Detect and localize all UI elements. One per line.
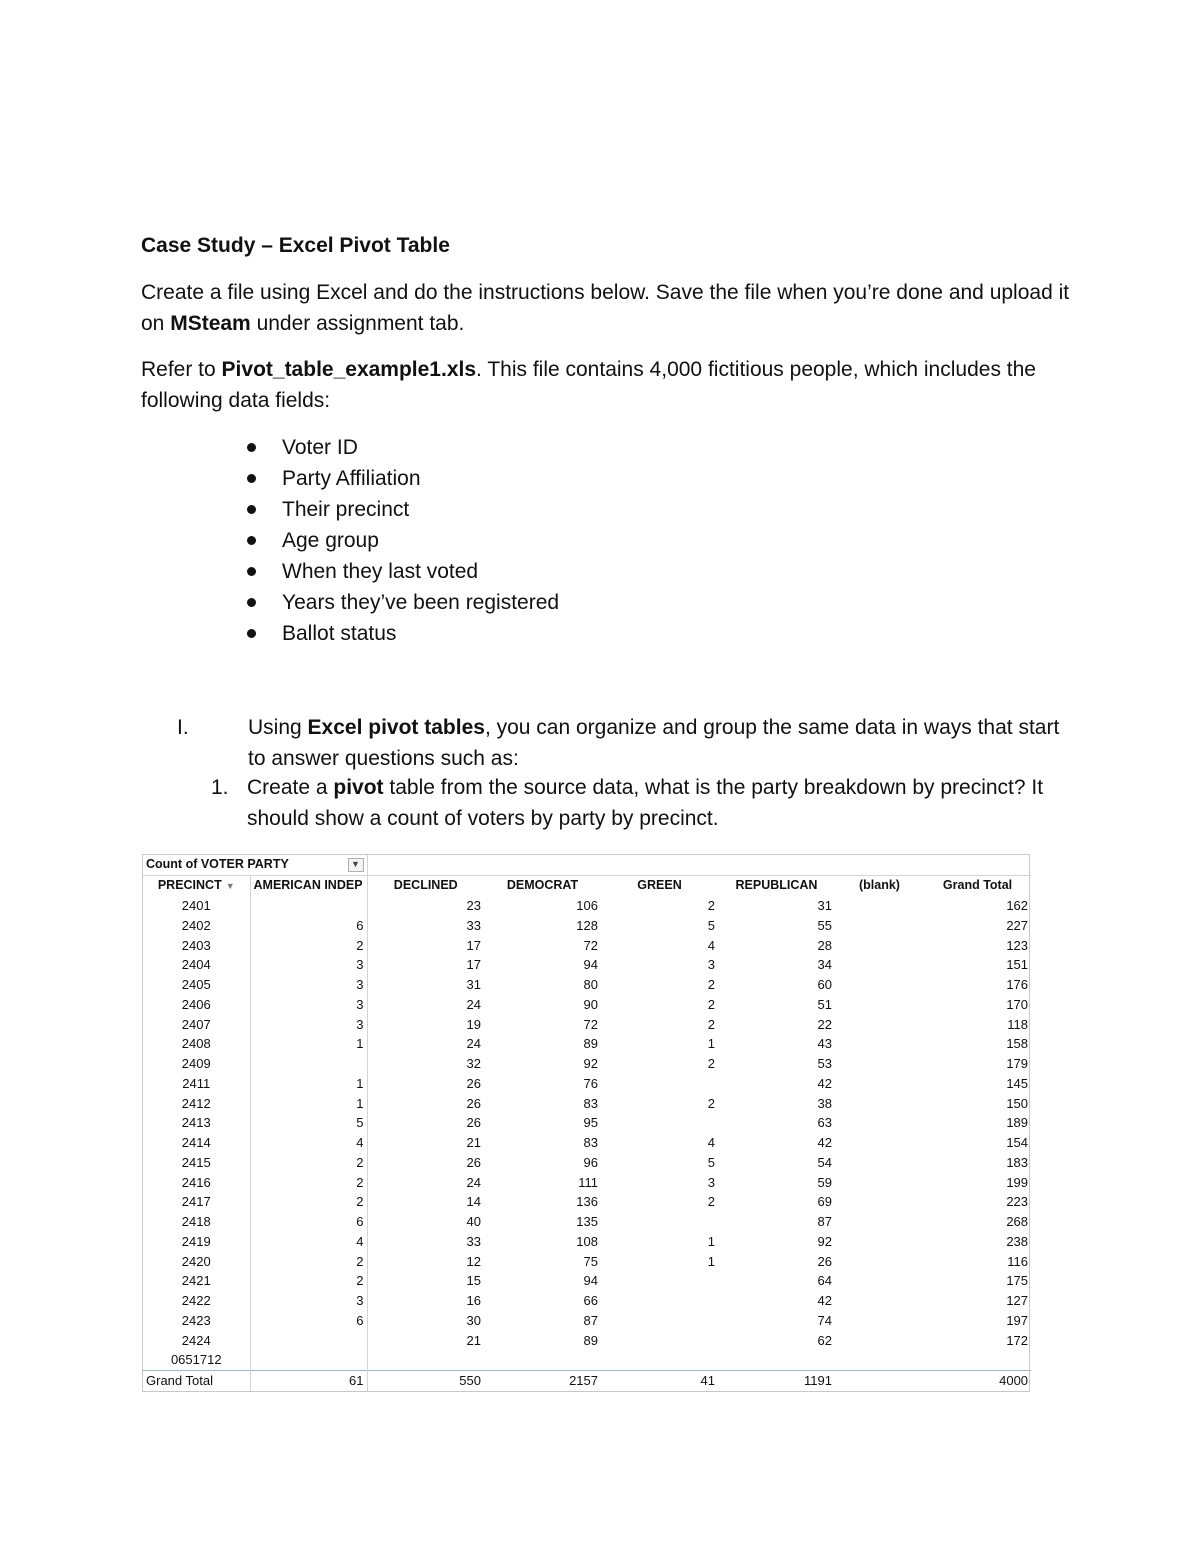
list-item-label: Age group: [282, 529, 379, 552]
section-text-bold: Excel pivot tables: [307, 716, 485, 739]
question-text-b: table from the source data, what is the party breakdown by precinct? It should show a count of voters by party by precinct.: [247, 776, 1044, 830]
count-cell: 15: [466, 1273, 481, 1289]
column-header[interactable]: [143, 875, 250, 896]
count-cell: 90: [583, 996, 598, 1012]
count-cell: 19: [466, 1016, 481, 1032]
table-row: [143, 935, 1031, 955]
count-cell: 123: [1006, 937, 1029, 953]
bullet-icon: [247, 443, 256, 452]
grand-total-cell: [835, 1370, 924, 1390]
count-cell: [835, 1350, 924, 1370]
count-cell: [250, 896, 367, 916]
count-cell: 2: [707, 996, 715, 1012]
doc-title: Case Study – Excel Pivot Table: [141, 234, 450, 257]
precinct-cell: 2402: [143, 916, 250, 936]
count-cell: [835, 1113, 924, 1133]
intro-text-a: Create a file using Excel and do the instructions below. Save the file when you’re done and upload it on: [141, 281, 1070, 335]
count-cell: 31: [817, 898, 832, 914]
question-text: [247, 772, 1077, 834]
count-cell: 34: [817, 957, 832, 973]
count-cell: 2: [250, 935, 367, 955]
count-cell: 83: [583, 1135, 598, 1151]
grand-total-cell: 2157: [484, 1370, 601, 1390]
count-cell: 3: [250, 1014, 367, 1034]
precinct-cell: 2418: [143, 1212, 250, 1232]
pivot-filter-row: [143, 855, 1031, 875]
count-cell: 176: [1006, 977, 1029, 993]
count-cell: 12: [466, 1253, 481, 1269]
count-cell: [835, 1192, 924, 1212]
count-cell: 5: [707, 1154, 715, 1170]
table-row: [143, 1251, 1031, 1271]
pivot-empty-header: [367, 855, 1031, 875]
count-cell: [835, 1291, 924, 1311]
count-cell: 33: [466, 1233, 481, 1249]
table-row: [143, 916, 1031, 936]
table-row: [143, 1330, 1031, 1350]
count-cell: 128: [576, 917, 598, 933]
count-cell: 14: [466, 1194, 481, 1210]
column-header[interactable]: [250, 875, 367, 896]
count-cell: 76: [583, 1075, 598, 1091]
precinct-cell: 2408: [143, 1034, 250, 1054]
precinct-cell: 2412: [143, 1093, 250, 1113]
column-header-label: REPUBLICAN: [735, 878, 818, 893]
count-cell: 30: [466, 1312, 481, 1328]
count-cell: 150: [1006, 1095, 1029, 1111]
count-cell: 87: [583, 1312, 598, 1328]
list-item-label: Voter ID: [282, 436, 358, 459]
count-cell: [835, 1153, 924, 1173]
section-number: I.: [177, 716, 189, 739]
grand-total-label: Grand Total: [143, 1370, 250, 1390]
count-cell: 28: [817, 937, 832, 953]
count-cell: 26: [466, 1154, 481, 1170]
count-cell: 6: [250, 916, 367, 936]
count-cell: 42: [817, 1075, 832, 1091]
precinct-cell: 2424: [143, 1330, 250, 1350]
list-item: [244, 463, 559, 494]
column-header-label: (blank): [859, 878, 900, 893]
table-row: [143, 995, 1031, 1015]
count-cell: [601, 1113, 718, 1133]
count-cell: 6: [250, 1212, 367, 1232]
count-cell: 32: [466, 1056, 481, 1072]
column-header-label: PRECINCT: [157, 877, 222, 892]
count-cell: 42: [817, 1135, 832, 1151]
precinct-cell: 2403: [143, 935, 250, 955]
count-cell: 5: [250, 1113, 367, 1133]
count-cell: 179: [1006, 1056, 1029, 1072]
count-cell: 51: [817, 996, 832, 1012]
table-row: [143, 1093, 1031, 1113]
count-cell: 17: [466, 937, 481, 953]
count-cell: 75: [583, 1253, 598, 1269]
precinct-cell: 2407: [143, 1014, 250, 1034]
pivot-table-screenshot: [142, 854, 1030, 1392]
column-header[interactable]: [484, 875, 601, 896]
count-cell: [924, 1350, 1031, 1370]
filter-arrow-icon[interactable]: ▼: [225, 880, 235, 891]
count-cell: 223: [1006, 1194, 1029, 1210]
count-cell: 127: [1006, 1293, 1029, 1309]
count-cell: 31: [466, 977, 481, 993]
pivot-column-header-row: [143, 875, 1031, 896]
bullet-icon: [247, 505, 256, 514]
count-cell: 4: [250, 1232, 367, 1252]
count-cell: 23: [466, 898, 481, 914]
list-item-label: When they last voted: [282, 560, 479, 583]
dropdown-icon[interactable]: ▼: [348, 858, 364, 872]
grand-total-row: [143, 1370, 1031, 1390]
precinct-cell: 2406: [143, 995, 250, 1015]
count-cell: 69: [817, 1194, 832, 1210]
column-header[interactable]: [367, 875, 484, 896]
count-cell: 66: [583, 1293, 598, 1309]
list-item-label: Years they’ve been registered: [282, 591, 560, 614]
table-row: [143, 955, 1031, 975]
count-cell: [835, 1311, 924, 1331]
count-cell: 3: [707, 957, 715, 973]
table-row: [143, 1311, 1031, 1331]
count-cell: 158: [1006, 1036, 1029, 1052]
count-cell: [250, 1054, 367, 1074]
count-cell: 94: [583, 957, 598, 973]
column-header[interactable]: [718, 875, 835, 896]
count-cell: [835, 1133, 924, 1153]
count-cell: 72: [583, 1016, 598, 1032]
count-cell: 2: [250, 1251, 367, 1271]
count-cell: [835, 1074, 924, 1094]
bullet-icon: [247, 536, 256, 545]
count-cell: [601, 1330, 718, 1350]
count-cell: [601, 1311, 718, 1331]
table-row: [143, 1212, 1031, 1232]
bullet-icon: [247, 567, 256, 576]
list-item: [244, 432, 559, 463]
precinct-cell: 2405: [143, 975, 250, 995]
table-row: [143, 1192, 1031, 1212]
count-cell: 162: [1006, 898, 1029, 914]
column-header-label: AMERICAN INDEP: [253, 878, 363, 893]
column-header[interactable]: [835, 875, 924, 896]
count-cell: 172: [1006, 1332, 1029, 1348]
bullet-icon: [247, 598, 256, 607]
intro-paragraph: [141, 277, 1071, 339]
count-cell: [835, 1054, 924, 1074]
pivot-value-field: [143, 855, 367, 875]
count-cell: 26: [466, 1115, 481, 1131]
table-row: [143, 1014, 1031, 1034]
count-cell: 21: [466, 1135, 481, 1151]
pivot-table: [143, 855, 1031, 1391]
count-cell: 3: [250, 1291, 367, 1311]
table-row: [143, 1153, 1031, 1173]
grand-total-cell: 41: [601, 1370, 718, 1390]
precinct-cell: 2423: [143, 1311, 250, 1331]
count-cell: [835, 1271, 924, 1291]
count-cell: 42: [817, 1293, 832, 1309]
count-cell: 3: [250, 995, 367, 1015]
table-row: [143, 975, 1031, 995]
question-text-bold: pivot: [333, 776, 384, 799]
count-cell: [835, 1093, 924, 1113]
precinct-cell: 2411: [143, 1074, 250, 1094]
question-text-a: Create a: [247, 776, 334, 799]
count-cell: 53: [817, 1056, 832, 1072]
count-cell: 108: [576, 1233, 598, 1249]
count-cell: [835, 1034, 924, 1054]
grand-total-cell: 550: [367, 1370, 484, 1390]
precinct-cell: 2417: [143, 1192, 250, 1212]
count-cell: 80: [583, 977, 598, 993]
intro-text-bold: MSteam: [170, 312, 251, 335]
count-cell: 136: [576, 1194, 598, 1210]
question-number: 1.: [211, 776, 229, 799]
count-cell: 2: [250, 1271, 367, 1291]
reference-text-b: . This file contains 4,000 fictitious people, which includes the following data fields:: [141, 358, 1036, 412]
count-cell: 4: [707, 937, 715, 953]
list-item: [244, 618, 559, 649]
column-header-label: GREEN: [637, 878, 682, 893]
count-cell: 118: [1007, 1016, 1029, 1032]
precinct-cell: 2409: [143, 1054, 250, 1074]
count-cell: [484, 1350, 601, 1370]
count-cell: 16: [466, 1293, 481, 1309]
count-cell: 26: [466, 1095, 481, 1111]
count-cell: 106: [576, 898, 598, 914]
count-cell: [601, 1291, 718, 1311]
count-cell: 72: [583, 937, 598, 953]
table-row: [143, 1232, 1031, 1252]
count-cell: 6: [250, 1311, 367, 1331]
count-cell: 1: [250, 1093, 367, 1113]
count-cell: 4: [707, 1135, 715, 1151]
data-field-list: [244, 432, 559, 649]
count-cell: 227: [1006, 917, 1029, 933]
list-item: [244, 556, 559, 587]
count-cell: 43: [817, 1036, 832, 1052]
precinct-cell: 2420: [143, 1251, 250, 1271]
count-cell: 17: [466, 957, 481, 973]
count-cell: 62: [817, 1332, 832, 1348]
count-cell: 87: [817, 1214, 832, 1230]
reference-text-a: Refer to: [141, 358, 222, 381]
precinct-cell: 2415: [143, 1153, 250, 1173]
count-cell: [250, 1330, 367, 1350]
count-cell: 1: [707, 1233, 715, 1249]
count-cell: [835, 1232, 924, 1252]
count-cell: 2: [707, 977, 715, 993]
reference-paragraph: [141, 354, 1071, 416]
count-cell: 2: [707, 898, 715, 914]
count-cell: [601, 1271, 718, 1291]
table-row: [143, 1074, 1031, 1094]
count-cell: 199: [1006, 1174, 1029, 1190]
count-cell: 89: [583, 1036, 598, 1052]
count-cell: 2: [707, 1016, 715, 1032]
count-cell: [718, 1350, 835, 1370]
count-cell: [835, 995, 924, 1015]
count-cell: [835, 975, 924, 995]
count-cell: 94: [583, 1273, 598, 1289]
count-cell: 24: [466, 1036, 481, 1052]
count-cell: 92: [817, 1233, 832, 1249]
count-cell: [601, 1350, 718, 1370]
table-row: [143, 1133, 1031, 1153]
count-cell: 2: [250, 1172, 367, 1192]
column-header-label: DEMOCRAT: [506, 878, 579, 893]
column-header-label: Grand Total: [942, 878, 1013, 893]
count-cell: [835, 935, 924, 955]
count-cell: [835, 1014, 924, 1034]
precinct-cell: 2413: [143, 1113, 250, 1133]
table-row: [143, 1113, 1031, 1133]
count-cell: 183: [1006, 1154, 1029, 1170]
count-cell: 60: [817, 977, 832, 993]
count-cell: 3: [250, 975, 367, 995]
list-item: [244, 494, 559, 525]
count-cell: 64: [817, 1273, 832, 1289]
section-text: [248, 712, 1068, 774]
count-cell: 111: [578, 1174, 598, 1190]
list-item-label: Party Affiliation: [282, 467, 421, 490]
grand-total-cell: 1191: [718, 1370, 835, 1390]
count-cell: 1: [250, 1034, 367, 1054]
count-cell: 135: [576, 1214, 598, 1230]
count-cell: 24: [466, 1174, 481, 1190]
count-cell: 59: [817, 1174, 832, 1190]
count-cell: [835, 896, 924, 916]
count-cell: 63: [817, 1115, 832, 1131]
count-cell: 189: [1006, 1115, 1029, 1131]
column-header[interactable]: [924, 875, 1031, 896]
table-row: [143, 1350, 1031, 1370]
count-cell: 5: [707, 917, 715, 933]
count-cell: [835, 955, 924, 975]
table-row: [143, 896, 1031, 916]
count-cell: [250, 1350, 367, 1370]
table-row: [143, 1172, 1031, 1192]
count-cell: 96: [583, 1154, 598, 1170]
precinct-cell: 2414: [143, 1133, 250, 1153]
count-cell: 40: [466, 1214, 481, 1230]
count-cell: 151: [1006, 957, 1029, 973]
list-item-label: Ballot status: [282, 622, 397, 645]
count-cell: 22: [817, 1016, 832, 1032]
grand-total-cell: 61: [250, 1370, 367, 1390]
count-cell: 268: [1006, 1214, 1029, 1230]
bullet-icon: [247, 629, 256, 638]
count-cell: 1: [707, 1036, 715, 1052]
count-cell: 24: [466, 996, 481, 1012]
count-cell: [367, 1350, 484, 1370]
precinct-cell: 2422: [143, 1291, 250, 1311]
count-cell: 33: [466, 917, 481, 933]
count-cell: 1: [250, 1074, 367, 1094]
count-cell: 2: [707, 1194, 715, 1210]
precinct-cell: 2416: [143, 1172, 250, 1192]
table-row: [143, 1054, 1031, 1074]
table-row: [143, 1291, 1031, 1311]
precinct-cell: 2401: [143, 896, 250, 916]
list-item: [244, 525, 559, 556]
count-cell: 83: [583, 1095, 598, 1111]
count-cell: [835, 1212, 924, 1232]
count-cell: [601, 1074, 718, 1094]
count-cell: 116: [1007, 1253, 1029, 1269]
count-cell: 2: [250, 1153, 367, 1173]
count-cell: 89: [583, 1332, 598, 1348]
count-cell: 197: [1006, 1312, 1029, 1328]
count-cell: 2: [707, 1056, 715, 1072]
column-header-label: DECLINED: [393, 878, 458, 893]
grand-total-cell: 4000: [924, 1370, 1031, 1390]
count-cell: 26: [466, 1075, 481, 1091]
count-cell: 4: [250, 1133, 367, 1153]
count-cell: 92: [583, 1056, 598, 1072]
count-cell: 95: [583, 1115, 598, 1131]
count-cell: 55: [817, 917, 832, 933]
bullet-icon: [247, 474, 256, 483]
count-cell: [835, 1330, 924, 1350]
count-cell: 74: [817, 1312, 832, 1328]
table-row: [143, 1271, 1031, 1291]
pivot-value-label: Count of VOTER PARTY: [146, 857, 289, 872]
list-item: [244, 587, 559, 618]
count-cell: 26: [817, 1253, 832, 1269]
intro-text-b: under assignment tab.: [250, 312, 465, 335]
count-cell: 1: [707, 1253, 715, 1269]
count-cell: [601, 1212, 718, 1232]
reference-filename: Pivot_table_example1.xls: [221, 358, 477, 381]
count-cell: 170: [1006, 996, 1029, 1012]
count-cell: 21: [466, 1332, 481, 1348]
precinct-cell: 0651712: [143, 1350, 250, 1370]
count-cell: [835, 1172, 924, 1192]
list-item-label: Their precinct: [282, 498, 410, 521]
count-cell: [835, 916, 924, 936]
count-cell: 2: [707, 1095, 715, 1111]
column-header[interactable]: [601, 875, 718, 896]
section-text-a: Using: [248, 716, 308, 739]
precinct-cell: 2404: [143, 955, 250, 975]
count-cell: 238: [1006, 1233, 1029, 1249]
precinct-cell: 2419: [143, 1232, 250, 1252]
count-cell: 175: [1006, 1273, 1029, 1289]
count-cell: 2: [250, 1192, 367, 1212]
section-text-b: , you can organize and group the same data in ways that start to answer questions such as:: [248, 716, 1060, 770]
count-cell: 154: [1006, 1135, 1029, 1151]
count-cell: [835, 1251, 924, 1271]
count-cell: 3: [707, 1174, 715, 1190]
precinct-cell: 2421: [143, 1271, 250, 1291]
count-cell: 38: [817, 1095, 832, 1111]
count-cell: 54: [817, 1154, 832, 1170]
table-row: [143, 1034, 1031, 1054]
count-cell: 145: [1006, 1075, 1029, 1091]
count-cell: 3: [250, 955, 367, 975]
